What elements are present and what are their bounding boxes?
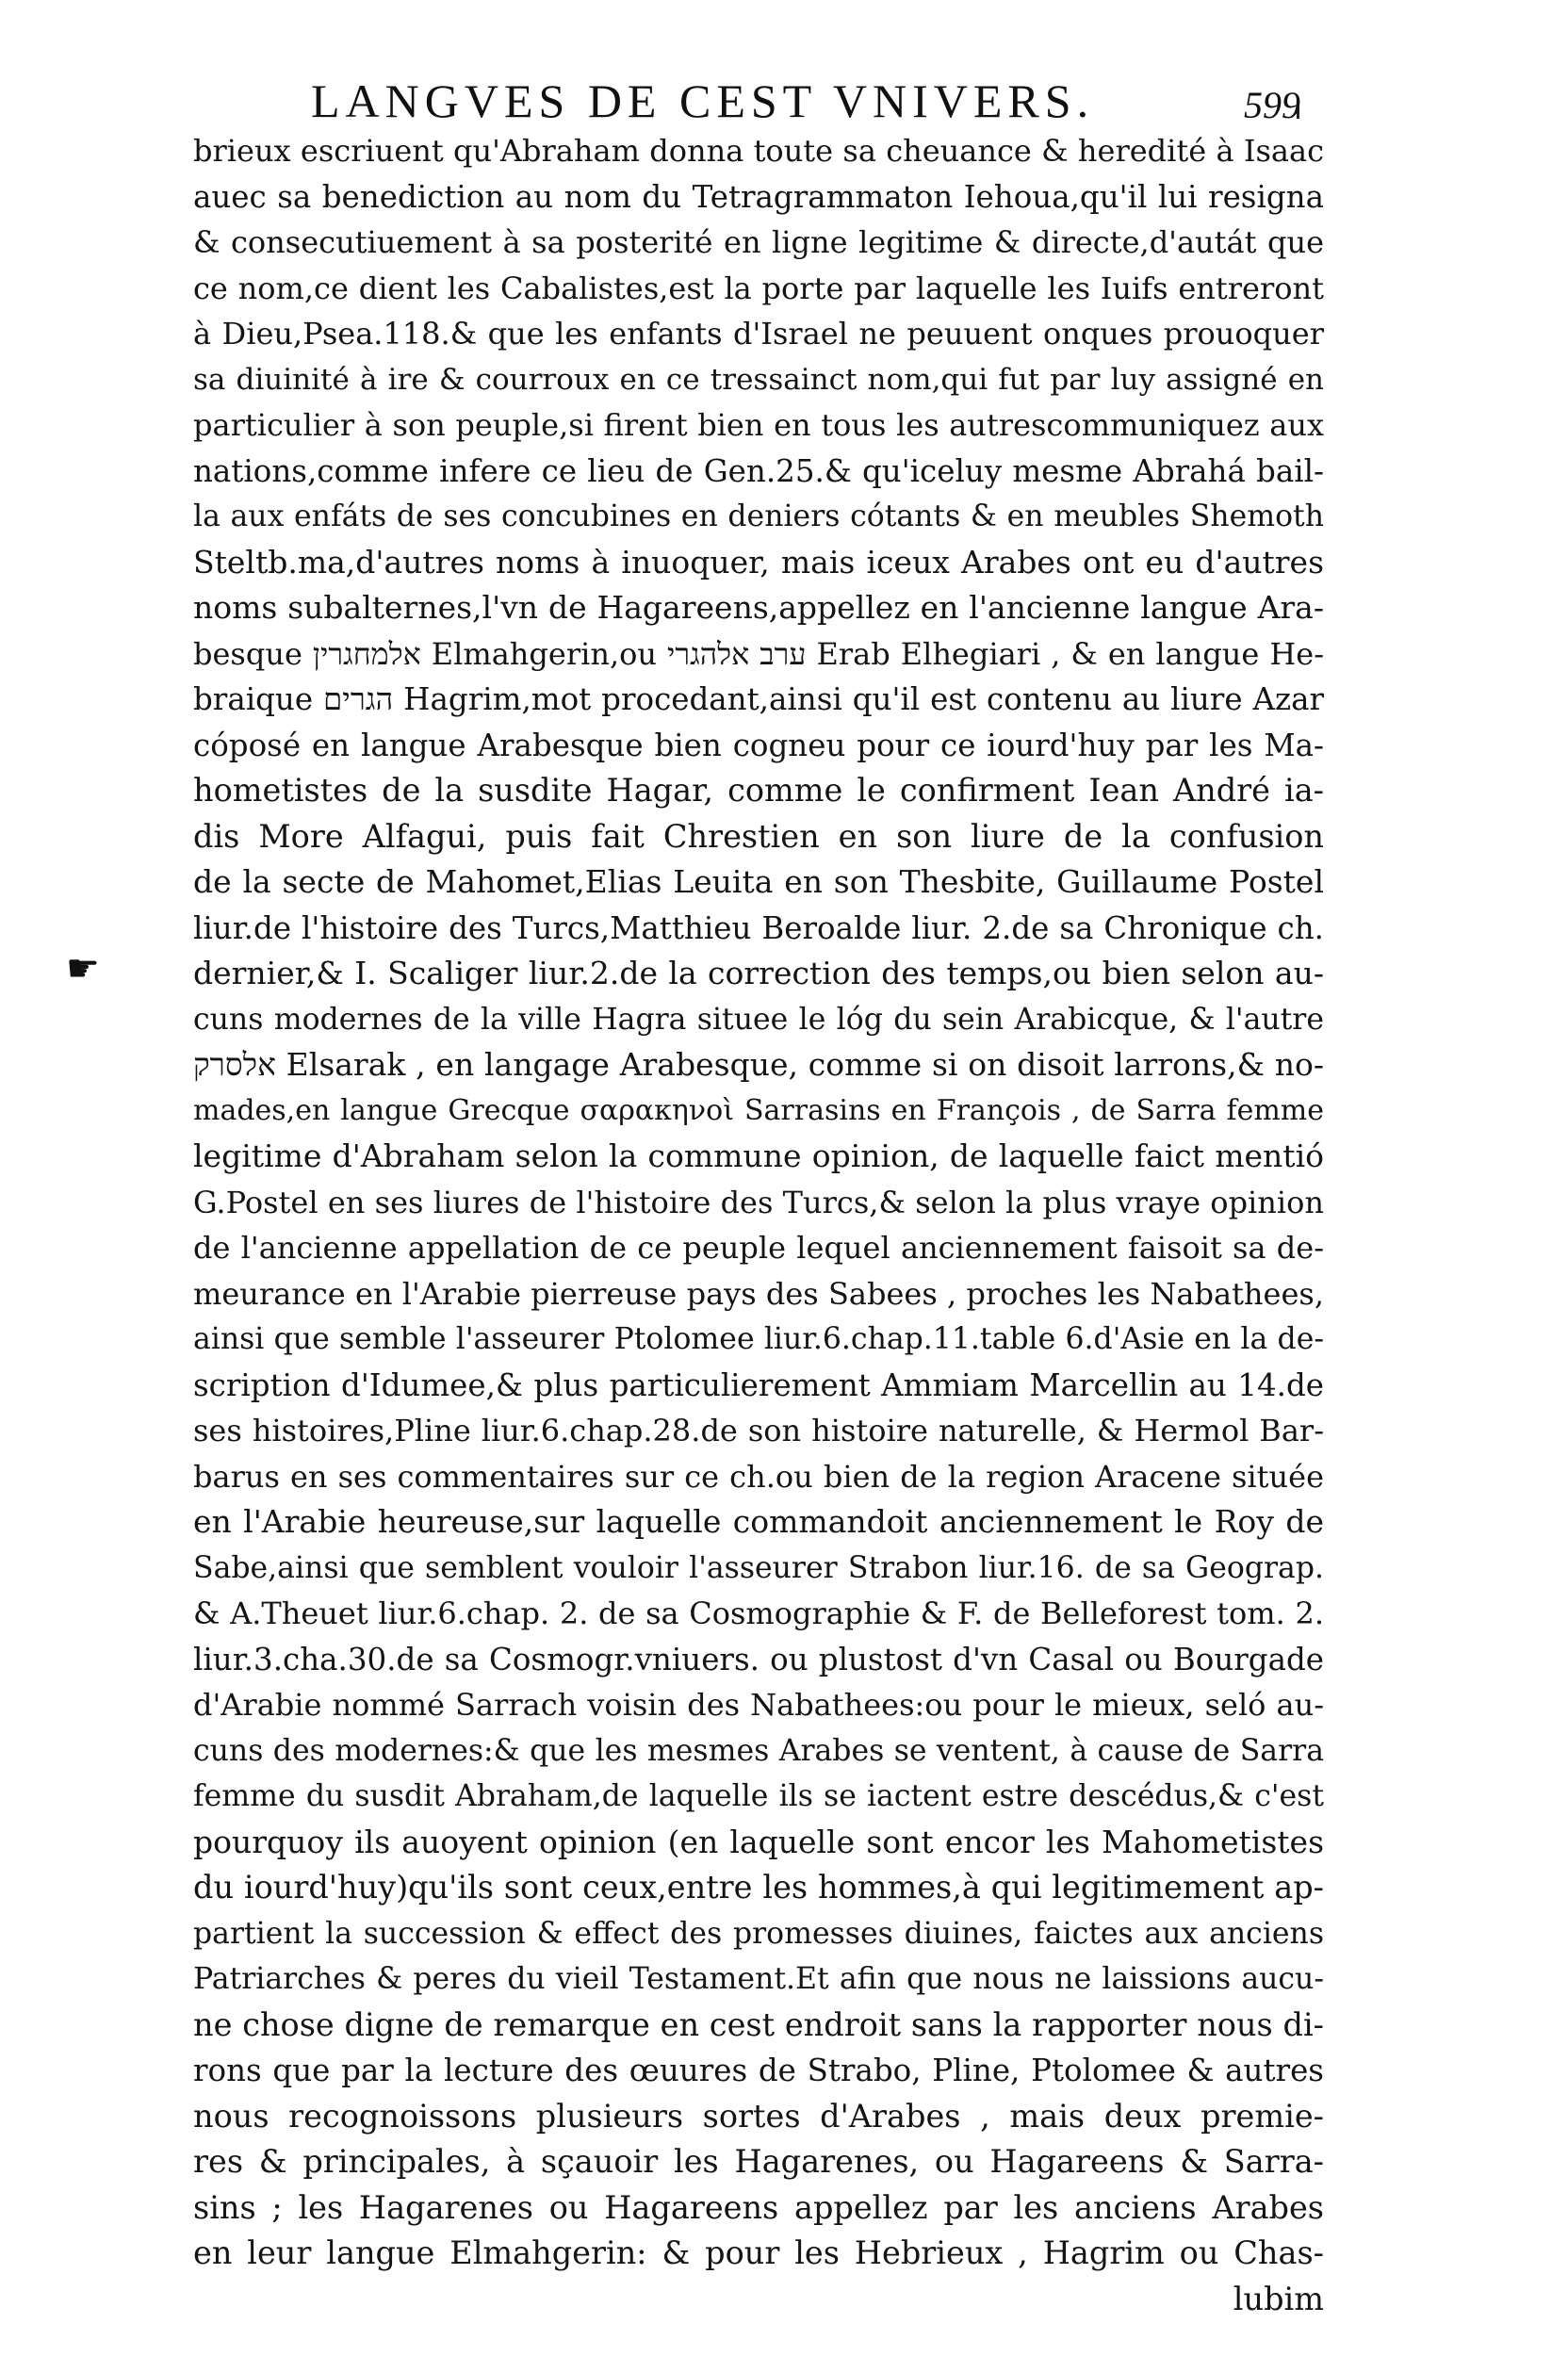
text-line: rons que par la lecture des œuures de Strabo, Pline, Ptolomee & autres xyxy=(193,2053,1324,2088)
text-line: de l'ancienne appellation de ce peuple lequel anciennement faisoit sa de- xyxy=(193,1230,1324,1266)
text-line: liur.3.cha.30.de sa Cosmogr.vniuers. ou plustost d'vn Casal ou Bourgade xyxy=(193,1641,1324,1677)
text-line: ne chose digne de remarque en cest endroit sans la rapporter nous di- xyxy=(193,2005,1324,2043)
text-line: ce nom,ce dient les Cabalistes,est la porte par laquelle les Iuifs entreront xyxy=(193,270,1324,306)
text-line: brieux escriuent qu'Abraham donna toute sa cheuance & heredité à Isaac xyxy=(193,133,1324,169)
text-line: sa diuinité à ire & courroux en ce tressainct nom,qui fut par luy assigné en xyxy=(193,362,1324,397)
text-line: noms subalternes,l'vn de Hagareens,appellez en l'ancienne langue Ara- xyxy=(193,589,1324,626)
text-line: ses histoires,Pline liur.6.chap.28.de son histoire naturelle, & Hermol Bar- xyxy=(193,1413,1324,1448)
text-line: legitime d'Abraham selon la commune opinion, de laquelle faict mentió xyxy=(193,1137,1324,1174)
text-line: à Dieu,Psea.118.& que les enfants d'Israel ne peuuent onques prouoquer xyxy=(193,316,1324,352)
text-line: mades,en langue Grecque σαρακηνοὶ Sarrasins en François , de Sarra femme xyxy=(193,1093,1324,1127)
text-line: en l'Arabie heureuse,sur laquelle commandoit anciennement le Roy de xyxy=(193,1503,1324,1540)
text-line: auec sa benediction au nom du Tetragrammaton Iehoua,qu'il lui resigna xyxy=(193,178,1324,215)
text-line: pourquoy ils auoyent opinion (en laquelle sont encor les Mahometistes xyxy=(193,1823,1324,1860)
text-line: Sabe,ainsi que semblent vouloir l'asseurer Strabon liur.16. de sa Geograp. xyxy=(193,1550,1324,1585)
text-line: & A.Theuet liur.6.chap. 2. de sa Cosmographie & F. de Belleforest tom. 2. xyxy=(193,1595,1324,1631)
text-line: d'Arabie nommé Sarrach voisin des Nabathees:ou pour le mieux, seló au- xyxy=(193,1687,1324,1723)
text-line: G.Postel en ses liures de l'histoire des Turcs,& selon la plus vraye opinion xyxy=(193,1184,1324,1220)
text-line: hometistes de la susdite Hagar, comme le confirment Iean André ia- xyxy=(193,772,1324,809)
text-line: Steltb.ma,d'autres noms à inuoquer, mais iceux Arabes ont eu d'autres xyxy=(193,543,1324,581)
text-line: ainsi que semble l'asseurer Ptolomee liur.6.chap.11.table 6.d'Asie en la de- xyxy=(193,1322,1324,1356)
text-line: partient la succession & effect des promesses diuines, faictes aux anciens xyxy=(193,1916,1324,1951)
text-line: particulier à son peuple,si firent bien en tous les autrescommuniquez aux xyxy=(193,407,1324,443)
body-text xyxy=(193,128,1324,2322)
page-number: 599 xyxy=(1244,84,1300,126)
text-line: & consecutiuement à sa posterité en ligne legitime & directe,d'autát que xyxy=(193,224,1324,260)
page-header xyxy=(311,74,1329,130)
text-line: cóposé en langue Arabesque bien cogneu pour ce iourd'huy par les Ma- xyxy=(193,727,1324,763)
text-line: dis More Alfagui, puis fait Chrestien en son liure de la confusion xyxy=(193,817,1324,855)
text-line: liur.de l'histoire des Turcs,Matthieu Beroalde liur. 2.de sa Chronique ch. xyxy=(193,909,1324,946)
text-line: cuns modernes de la ville Hagra situee le lóg du sein Arabicque, & l'autre xyxy=(193,1002,1324,1037)
text-line: dernier,& I. Scaliger liur.2.de la correction des temps,ou bien selon au- xyxy=(193,955,1324,991)
text-line: Patriarches & peres du vieil Testament.Et afin que nous ne laissions aucu- xyxy=(193,1962,1324,1996)
text-line: de la secte de Mahomet,Elias Leuita en son Thesbite, Guillaume Postel xyxy=(193,863,1324,900)
text-line: cuns des modernes:& que les mesmes Arabes se ventent, à cause de Sarra xyxy=(193,1733,1324,1768)
text-line: en leur langue Elmahgerin: & pour les Hebrieux , Hagrim ou Chas- xyxy=(193,2234,1324,2271)
text-line: nous recognoissons plusieurs sortes d'Arabes , mais deux premie- xyxy=(193,2097,1324,2135)
text-line: scription d'Idumee,& plus particulierement Ammiam Marcellin au 14.de xyxy=(193,1366,1324,1403)
text-line: res & principales, à sçauoir les Hagarenes, ou Hagareens & Sarra- xyxy=(193,2143,1324,2180)
marginal-pointing-hand-icon: ☛ xyxy=(66,947,100,990)
text-line: sins ; les Hagarenes ou Hagareens appellez par les anciens Arabes xyxy=(193,2188,1324,2226)
text-line: femme du susdit Abraham,de laquelle ils se iactent estre descédus,& c'est xyxy=(193,1779,1324,1813)
text-line: meurance en l'Arabie pierreuse pays des Sabees , proches les Nabathees, xyxy=(193,1275,1324,1312)
catchword: lubim xyxy=(1233,2280,1324,2317)
text-line: braique הגרים Hagrim,mot procedant,ainsi qu'il est contenu au liure Azar xyxy=(193,681,1324,717)
text-line: la aux enfáts de ses concubines en deniers cótants & en meubles Shemoth xyxy=(193,499,1324,533)
running-title: LANGVES DE CEST VNIVERS. xyxy=(311,74,1095,127)
text-line: nations,comme infere ce lieu de Gen.25.& qu'iceluy mesme Abrahá bail- xyxy=(193,452,1324,489)
text-line: אלסרק Elsarak , en langage Arabesque, comme si on disoit larrons,& no- xyxy=(193,1046,1324,1083)
text-line: barus en ses commentaires sur ce ch.ou bien de la region Aracene située xyxy=(193,1458,1324,1495)
text-line: du iourd'huy)qu'ils sont ceux,entre les hommes,à qui legitimement ap- xyxy=(193,1869,1324,1906)
text-line: besque אלמחגרין Elmahgerin,ou ערב אלהגרי Erab Elhegiari , & en langue He- xyxy=(193,635,1325,672)
